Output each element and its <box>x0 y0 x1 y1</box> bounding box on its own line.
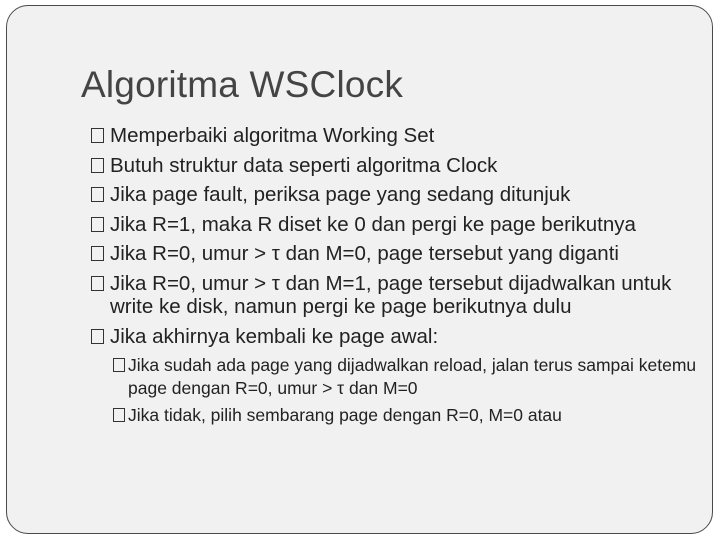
checkbox-bullet-icon <box>91 187 104 202</box>
bullet-item <box>91 325 701 349</box>
bullet-text: Butuh struktur data seperti algoritma Clock <box>110 153 498 177</box>
bullet-text: Jika page fault, periksa page yang sedang ditunjuk <box>110 183 571 206</box>
bullet-text: Memperbaiki algoritma Working Set <box>110 124 435 147</box>
bullet-item <box>91 242 701 266</box>
bullet-text: Jika akhirnya kembali ke page awal: <box>110 324 439 348</box>
bullet-item <box>91 154 701 178</box>
checkbox-bullet-icon <box>91 128 104 143</box>
bullet-item <box>91 124 701 148</box>
bullet-text: Jika R=0, umur > τ dan M=0, page tersebut yang diganti <box>110 242 619 265</box>
bullet-item <box>91 183 701 207</box>
bullet-item <box>91 272 701 319</box>
sub-bullet-text: Jika sudah ada page yang dijadwalkan reload, jalan terus sampai ketemu page dengan R=0, umur > τ dan M=0 <box>128 355 697 398</box>
slide-title: Algoritma WSClock <box>81 64 404 105</box>
slide-body <box>91 124 701 432</box>
bullet-text: Jika R=1, maka R diset ke 0 dan pergi ke page berikutnya <box>110 212 636 236</box>
checkbox-bullet-icon <box>113 358 125 372</box>
checkbox-bullet-icon <box>113 408 125 422</box>
bullet-item <box>91 213 701 237</box>
checkbox-bullet-icon <box>91 158 104 173</box>
checkbox-bullet-icon <box>91 329 104 344</box>
sub-bullet-text: Jika tidak, pilih sembarang page dengan R=0, M=0 atau <box>128 405 562 425</box>
checkbox-bullet-icon <box>91 246 104 261</box>
sub-bullet-item <box>113 354 701 399</box>
slide <box>6 5 713 534</box>
checkbox-bullet-icon <box>91 217 104 232</box>
sub-bullet-item <box>113 404 701 427</box>
checkbox-bullet-icon <box>91 276 104 291</box>
bullet-text: Jika R=0, umur > τ dan M=1, page tersebut dijadwalkan untuk write ke disk, namun pergi ke page berikutnya dulu <box>110 271 672 318</box>
